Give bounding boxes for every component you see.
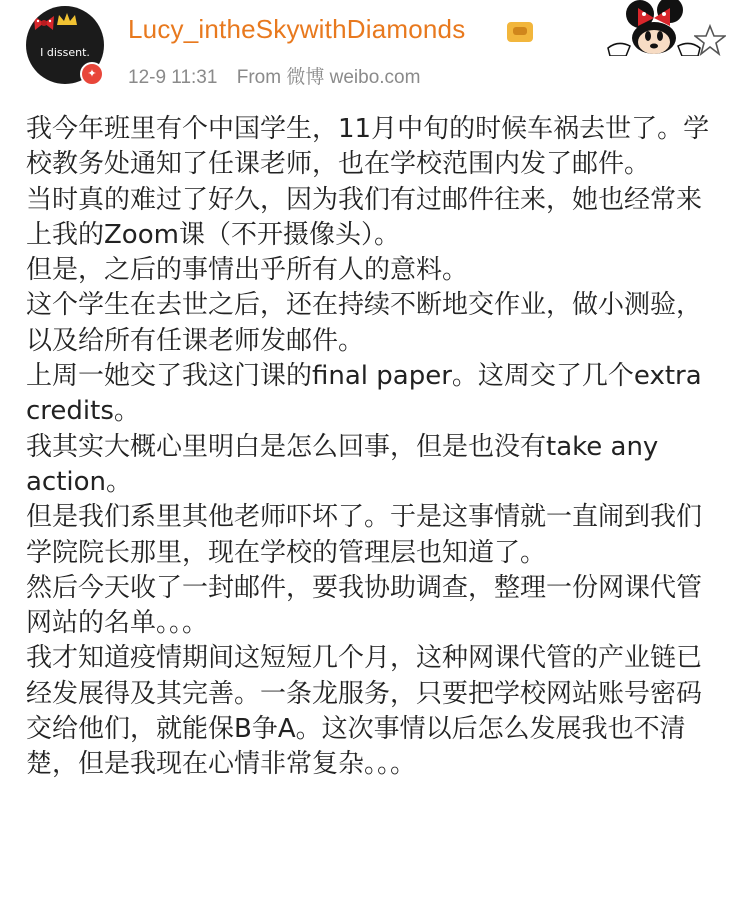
bow-icon xyxy=(32,14,56,32)
post-paragraph: 但是，之后的事情出乎所有人的意料。 xyxy=(26,255,469,286)
post-paragraph: 但是我们系里其他老师吓坏了。于是这事情就一直闹到我们学院院长那里，现在学校的管理层也知道了。 xyxy=(26,502,703,568)
avatar-caption: I dissent. xyxy=(40,46,90,59)
post-paragraph: 当时真的难过了好久，因为我们有过邮件往来，她也经常来上我的Zoom课（不开摄像头）。 xyxy=(26,184,703,250)
star-icon[interactable] xyxy=(694,24,726,56)
post-header xyxy=(0,0,750,100)
post-paragraph: 我今年班里有个中国学生，11月中旬的时候车祸去世了。学校教务处通知了任课老师，也在学校范围内发了邮件。 xyxy=(26,114,710,180)
post-paragraph: 我才知道疫情期间这短短几个月，这种网课代管的产业链已经发展得及其完善。一条龙服务，只要把学校网站账号密码交给他们，就能保B争A。这次事情以后怎么发展我也不清楚，但是我现在心情非常复杂。。。 xyxy=(26,643,703,780)
post-paragraph: 上周一她交了我这门课的final paper。这周交了几个extra credits。 xyxy=(26,361,702,427)
vip-icon[interactable] xyxy=(507,22,533,42)
crown-icon xyxy=(56,12,78,26)
username[interactable]: Lucy_intheSkywithDiamonds xyxy=(128,14,466,44)
verified-badge: ✦ xyxy=(80,62,104,86)
post-time: 12-9 11:31 xyxy=(128,67,218,88)
post-paragraph: 然后今天收了一封邮件，要我协助调查，整理一份网课代管网站的名单。。。 xyxy=(26,572,703,639)
post-paragraph: 我其实大概心里明白是怎么回事，但是也没有take any action。 xyxy=(26,431,659,497)
post-meta xyxy=(128,62,434,89)
minnie-decoration-icon xyxy=(604,0,750,56)
post-source[interactable]: From 微博 weibo.com xyxy=(236,67,421,88)
post-body xyxy=(26,112,726,783)
post-paragraph: 这个学生在去世之后，还在持续不断地交作业，做小测验，以及给所有任课老师发邮件。 xyxy=(26,290,703,356)
